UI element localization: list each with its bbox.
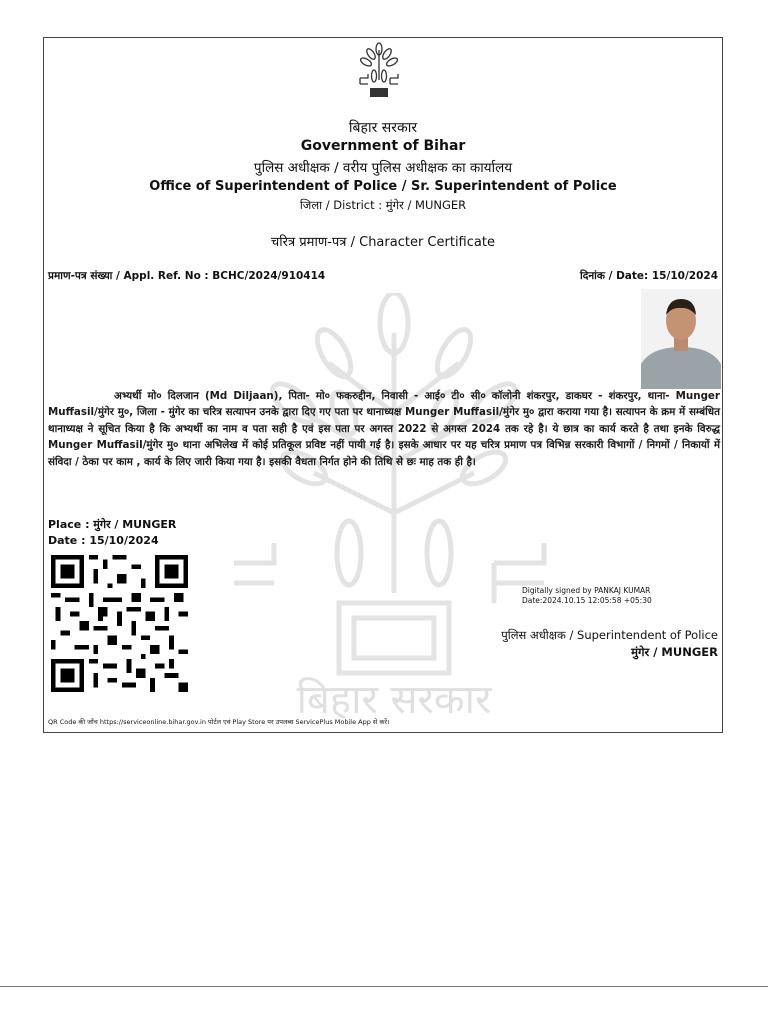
watermark-text: बिहार सरकार	[296, 677, 492, 723]
digital-signature-date: Date:2024.10.15 12:05:58 +05:30	[522, 596, 652, 605]
state-name-english: Government of Bihar	[300, 138, 466, 154]
officer-title: पुलिस अधीक्षक / Superintendent of Police	[501, 628, 718, 642]
qr-verification-note: QR Code की जाँच https://serviceonline.bihar.gov.in पोर्टल एवं Play Store पर उपलब्ध ServicePlus Mobile App से करें।	[48, 718, 390, 726]
digital-signature-name: Digitally signed by PANKAJ KUMAR	[522, 586, 651, 595]
bihar-emblem-icon	[358, 42, 400, 100]
reference-number: प्रमाण-पत्र संख्या / Appl. Ref. No : BCHC/2024/910414	[48, 270, 326, 282]
certificate-body	[48, 388, 720, 470]
bihar-emblem-watermark	[234, 293, 554, 723]
officer-district: मुंगेर / MUNGER	[631, 645, 718, 659]
applicant-photo	[641, 289, 721, 389]
page-bottom-divider	[0, 986, 768, 987]
district-line: जिला / District : मुंगेर / MUNGER	[299, 198, 467, 212]
certificate	[43, 37, 723, 733]
office-name-english: Office of Superintendent of Police / Sr. Superintendent of Police	[149, 179, 617, 194]
qr-code	[51, 555, 188, 692]
certificate-title: चरित्र प्रमाण-पत्र / Character Certificate	[271, 235, 495, 250]
state-name-hindi: बिहार सरकार	[348, 120, 418, 136]
place-line: Place : मुंगेर / MUNGER	[48, 518, 177, 531]
office-name-hindi: पुलिस अधीक्षक / वरीय पुलिस अधीक्षक का कार्यालय	[253, 160, 513, 176]
issue-date: दिनांक / Date: 15/10/2024	[580, 270, 718, 282]
place-date-line: Date : 15/10/2024	[48, 534, 159, 547]
body-paragraph: अभ्यर्थी मो० दिलजान (Md Diljaan), पिता- मो० फकरुद्दीन, निवासी - आई० टी० सी० कॉलोनी शंकरपुर, डाकघर - शंकरपुर, थाना- Munger Muffasil/मुंगेर मु०, जिला - मुंगेर का चरित्र सत्यापन उनके द्वारा दिए गए पता पर थानाध्यक्ष Munger Muffasil/मुंगेर मु० द्वारा कराया गया है। सत्यापन के क्रम में सम्बंधित थानाध्यक्ष ने सूचित किया है कि अभ्यर्थी का नाम व पता सही है एवं इस पता पर अगस्त 2022 से अगस्त 2024 तक रहे है। ये छात्र का कार्य करते है तथा इनके विरुद्ध Munger Muffasil/मुंगेर मु० थाना अभिलेख में कोई प्रतिकूल प्रविष्ट नहीं पायी गई है। इसके आधार पर यह चरित्र प्रमाण पत्र विभिन्न सरकारी विभागों / निगमों / निकायों में संविदा / ठेका पर काम , कार्य के लिए जारी किया गया है। इसकी वैधता निर्गत होने की तिथि से छः माह तक ही है।	[48, 390, 720, 468]
